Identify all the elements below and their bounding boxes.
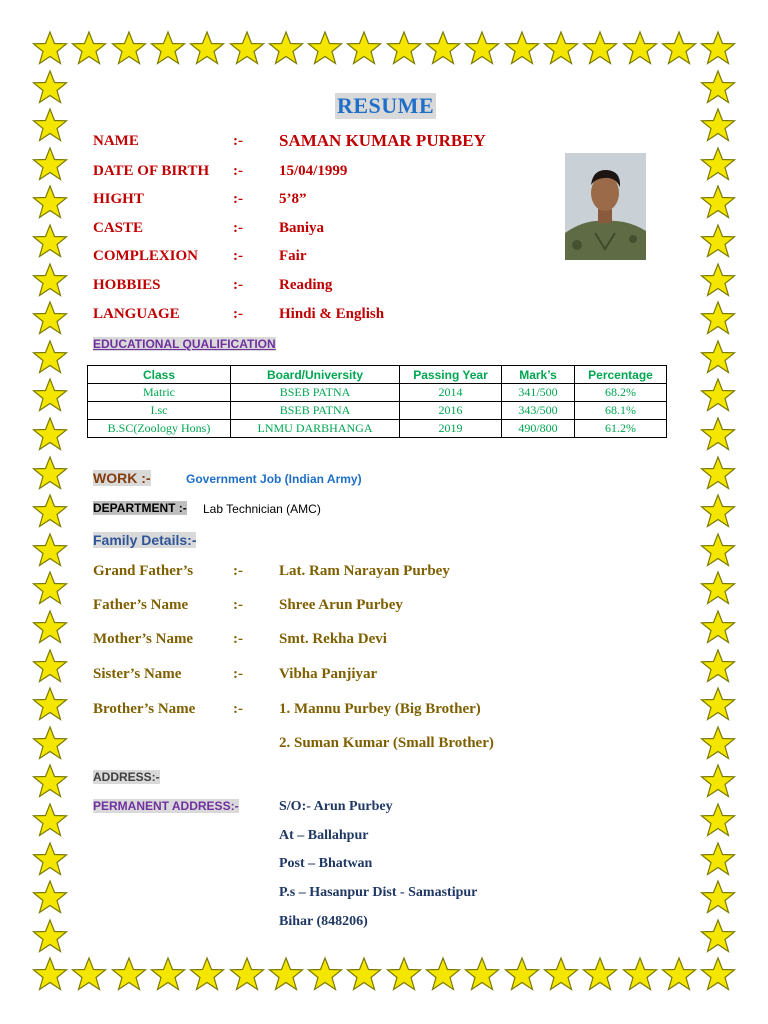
- star-icon: [189, 956, 225, 992]
- star-icon: [464, 30, 500, 66]
- personal-colon: :-: [233, 306, 243, 322]
- star-icon: [307, 30, 343, 66]
- star-icon: [543, 956, 579, 992]
- star-icon: [700, 377, 736, 413]
- table-cell: 490/800: [502, 420, 575, 438]
- star-icon: [346, 30, 382, 66]
- star-icon: [700, 802, 736, 838]
- personal-label: LANGUAGE: [93, 306, 180, 322]
- star-icon: [622, 956, 658, 992]
- family-label: Mother’s Name: [93, 631, 194, 647]
- family-colon: :-: [233, 701, 243, 717]
- personal-colon: :-: [233, 277, 243, 293]
- star-icon: [700, 69, 736, 105]
- column-header: Board/University: [231, 366, 400, 384]
- personal-colon: :-: [233, 220, 243, 236]
- star-icon: [32, 725, 68, 761]
- star-icon: [32, 763, 68, 799]
- family-value: Lat. Ram Narayan Purbey: [279, 563, 450, 579]
- table-cell: 68.1%: [575, 402, 667, 420]
- personal-label: DATE OF BIRTH: [93, 163, 210, 179]
- family-value: Shree Arun Purbey: [279, 597, 403, 613]
- resume-title: RESUME: [337, 93, 435, 118]
- star-icon: [32, 956, 68, 992]
- star-icon: [700, 223, 736, 259]
- star-icon: [582, 956, 618, 992]
- star-icon: [111, 30, 147, 66]
- education-table: [87, 365, 667, 438]
- star-icon: [700, 609, 736, 645]
- permanent-address-heading: PERMANENT ADDRESS:-: [93, 799, 239, 813]
- work-value: Government Job (Indian Army): [186, 472, 362, 486]
- star-icon: [504, 30, 540, 66]
- star-icon: [189, 30, 225, 66]
- profile-photo: [565, 153, 646, 260]
- star-icon: [700, 879, 736, 915]
- star-icon: [32, 686, 68, 722]
- address-line: Post – Bhatwan: [279, 856, 373, 871]
- table-cell: 2019: [400, 420, 502, 438]
- address-line: S/O:- Arun Purbey: [279, 799, 393, 814]
- personal-colon: :-: [233, 191, 243, 207]
- education-heading: EDUCATIONAL QUALIFICATION: [93, 337, 276, 351]
- personal-value: Fair: [279, 248, 307, 264]
- star-icon: [71, 30, 107, 66]
- family-label: Grand Father’s: [93, 563, 194, 579]
- star-icon: [32, 802, 68, 838]
- star-icon: [32, 918, 68, 954]
- star-icon: [32, 339, 68, 375]
- star-icon: [700, 763, 736, 799]
- star-icon: [268, 30, 304, 66]
- star-icon: [32, 30, 68, 66]
- table-cell: 61.2%: [575, 420, 667, 438]
- person-silhouette-icon: [565, 153, 646, 260]
- table-cell: Matric: [88, 384, 231, 402]
- star-icon: [700, 339, 736, 375]
- family-colon: :-: [233, 563, 243, 579]
- star-icon: [32, 262, 68, 298]
- family-value: Vibha Panjiyar: [279, 666, 378, 682]
- star-icon: [661, 30, 697, 66]
- star-icon: [32, 493, 68, 529]
- star-icon: [229, 956, 265, 992]
- star-icon: [32, 841, 68, 877]
- table-row: [88, 384, 667, 402]
- star-icon: [32, 609, 68, 645]
- table-cell: 343/500: [502, 402, 575, 420]
- personal-label: HIGHT: [93, 191, 144, 207]
- family-label: Brother’s Name: [93, 701, 196, 717]
- star-icon: [386, 956, 422, 992]
- star-icon: [700, 30, 736, 66]
- family-colon: :-: [233, 666, 243, 682]
- personal-colon: :-: [233, 163, 243, 179]
- personal-colon: :-: [233, 248, 243, 264]
- star-icon: [700, 918, 736, 954]
- star-icon: [32, 532, 68, 568]
- personal-value: SAMAN KUMAR PURBEY: [279, 131, 486, 150]
- star-icon: [700, 455, 736, 491]
- star-icon: [111, 956, 147, 992]
- star-icon: [32, 416, 68, 452]
- star-icon: [700, 648, 736, 684]
- star-icon: [425, 30, 461, 66]
- star-icon: [425, 956, 461, 992]
- star-icon: [700, 956, 736, 992]
- star-icon: [700, 532, 736, 568]
- family-value: Smt. Rekha Devi: [279, 631, 387, 647]
- star-icon: [71, 956, 107, 992]
- family-colon: :-: [233, 631, 243, 647]
- table-cell: 2016: [400, 402, 502, 420]
- personal-value: 15/04/1999: [279, 163, 348, 179]
- star-icon: [32, 377, 68, 413]
- star-icon: [622, 30, 658, 66]
- column-header: Class: [88, 366, 231, 384]
- personal-value: Baniya: [279, 220, 325, 236]
- star-icon: [32, 69, 68, 105]
- address-line: P.s – Hasanpur Dist - Samastipur: [279, 885, 478, 900]
- personal-value: Hindi & English: [279, 306, 385, 322]
- table-cell: BSEB PATNA: [231, 402, 400, 420]
- address-line: Bihar (848206): [279, 914, 368, 929]
- personal-value: 5’8”: [279, 191, 307, 207]
- work-label: WORK :-: [93, 470, 151, 486]
- star-icon: [386, 30, 422, 66]
- star-icon: [32, 879, 68, 915]
- star-icon: [150, 956, 186, 992]
- table-header-row: [88, 366, 667, 384]
- star-icon: [700, 725, 736, 761]
- department-label: DEPARTMENT :-: [93, 501, 187, 515]
- star-icon: [504, 956, 540, 992]
- personal-label: CASTE: [93, 220, 144, 236]
- family-colon: :-: [233, 597, 243, 613]
- personal-label: HOBBIES: [93, 277, 161, 293]
- star-icon: [32, 455, 68, 491]
- personal-label: NAME: [93, 133, 139, 149]
- table-cell: 341/500: [502, 384, 575, 402]
- star-icon: [32, 146, 68, 182]
- table-cell: 2014: [400, 384, 502, 402]
- table-row: [88, 402, 667, 420]
- family-label: Father’s Name: [93, 597, 189, 613]
- star-icon: [268, 956, 304, 992]
- column-header: Mark’s: [502, 366, 575, 384]
- personal-colon: :-: [233, 133, 243, 149]
- star-icon: [700, 146, 736, 182]
- family-value: 2. Suman Kumar (Small Brother): [279, 735, 494, 751]
- address-line: At – Ballahpur: [279, 828, 369, 843]
- star-icon: [661, 956, 697, 992]
- address-heading: ADDRESS:-: [93, 770, 160, 784]
- table-cell: B.SC(Zoology Hons): [88, 420, 231, 438]
- star-icon: [700, 686, 736, 722]
- star-icon: [700, 841, 736, 877]
- star-icon: [464, 956, 500, 992]
- star-icon: [32, 223, 68, 259]
- star-icon: [700, 300, 736, 336]
- column-header: Passing Year: [400, 366, 502, 384]
- star-icon: [700, 107, 736, 143]
- star-icon: [582, 30, 618, 66]
- table-cell: I.sc: [88, 402, 231, 420]
- table-cell: 68.2%: [575, 384, 667, 402]
- table-cell: BSEB PATNA: [231, 384, 400, 402]
- table-cell: LNMU DARBHANGA: [231, 420, 400, 438]
- star-icon: [700, 570, 736, 606]
- department-value: Lab Technician (AMC): [203, 502, 321, 516]
- star-icon: [32, 570, 68, 606]
- personal-label: COMPLEXION: [93, 248, 198, 264]
- star-icon: [700, 493, 736, 529]
- family-value: 1. Mannu Purbey (Big Brother): [279, 701, 481, 717]
- star-icon: [700, 184, 736, 220]
- star-icon: [700, 416, 736, 452]
- table-row: [88, 420, 667, 438]
- family-heading: Family Details:-: [93, 532, 197, 548]
- star-icon: [32, 648, 68, 684]
- star-icon: [229, 30, 265, 66]
- star-icon: [543, 30, 579, 66]
- star-icon: [307, 956, 343, 992]
- star-icon: [346, 956, 382, 992]
- star-icon: [32, 184, 68, 220]
- star-icon: [32, 107, 68, 143]
- star-icon: [150, 30, 186, 66]
- column-header: Percentage: [575, 366, 667, 384]
- personal-value: Reading: [279, 277, 333, 293]
- family-label: Sister’s Name: [93, 666, 182, 682]
- star-icon: [32, 300, 68, 336]
- star-icon: [700, 262, 736, 298]
